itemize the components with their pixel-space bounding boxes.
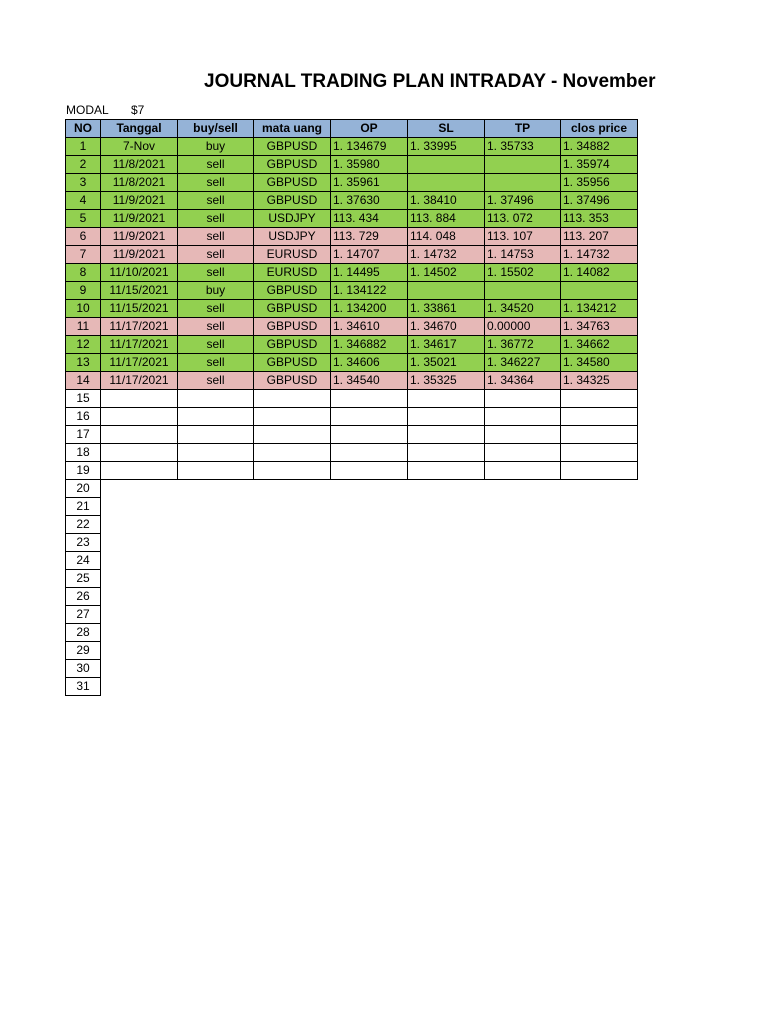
cell-no[interactable]: 12 <box>66 336 101 354</box>
cell-op[interactable]: 1. 14707 <box>331 246 408 264</box>
table-row <box>66 444 638 462</box>
cell-close-price[interactable]: 1. 35974 <box>561 156 638 174</box>
blank-cell[interactable] <box>178 534 254 552</box>
blank-cell[interactable] <box>561 624 638 642</box>
cell-buy-sell[interactable] <box>178 444 254 462</box>
cell-close-price[interactable]: 1. 134212 <box>561 300 638 318</box>
blank-cell[interactable] <box>561 606 638 624</box>
blank-cell[interactable] <box>101 516 178 534</box>
cell-buy-sell[interactable]: sell <box>178 336 254 354</box>
cell-no[interactable]: 6 <box>66 228 101 246</box>
cell-mata-uang[interactable]: USDJPY <box>254 228 331 246</box>
table-row <box>66 498 638 516</box>
cell-sl[interactable]: 1. 35325 <box>408 372 485 390</box>
blank-cell[interactable] <box>408 534 485 552</box>
blank-cell[interactable] <box>178 480 254 498</box>
cell-no[interactable]: 31 <box>66 678 101 696</box>
blank-cell[interactable] <box>485 642 561 660</box>
cell-buy-sell[interactable]: buy <box>178 138 254 156</box>
cell-sl[interactable]: 1. 34670 <box>408 318 485 336</box>
table-row <box>66 138 638 156</box>
cell-close-price[interactable] <box>561 408 638 426</box>
blank-cell[interactable] <box>178 588 254 606</box>
cell-op[interactable] <box>331 408 408 426</box>
blank-cell[interactable] <box>408 498 485 516</box>
column-header-close-price[interactable]: clos price <box>561 120 638 138</box>
blank-cell[interactable] <box>254 552 331 570</box>
cell-tp[interactable]: 1. 14753 <box>485 246 561 264</box>
blank-cell[interactable] <box>561 588 638 606</box>
blank-cell[interactable] <box>485 570 561 588</box>
cell-buy-sell[interactable] <box>178 408 254 426</box>
blank-cell[interactable] <box>561 480 638 498</box>
cell-buy-sell[interactable] <box>178 426 254 444</box>
cell-mata-uang[interactable] <box>254 408 331 426</box>
cell-mata-uang[interactable]: GBPUSD <box>254 174 331 192</box>
modal-label: MODAL <box>66 103 109 117</box>
blank-cell[interactable] <box>101 534 178 552</box>
cell-no[interactable]: 24 <box>66 552 101 570</box>
cell-sl[interactable] <box>408 444 485 462</box>
cell-tanggal[interactable] <box>101 408 178 426</box>
blank-cell[interactable] <box>408 678 485 696</box>
cell-sl[interactable]: 1. 34617 <box>408 336 485 354</box>
blank-cell[interactable] <box>485 660 561 678</box>
cell-sl[interactable] <box>408 408 485 426</box>
cell-tp[interactable] <box>485 426 561 444</box>
column-header-no[interactable]: NO <box>66 120 101 138</box>
cell-tp[interactable] <box>485 444 561 462</box>
cell-op[interactable] <box>331 390 408 408</box>
cell-close-price[interactable]: 1. 14732 <box>561 246 638 264</box>
cell-no[interactable]: 5 <box>66 210 101 228</box>
blank-cell[interactable] <box>331 660 408 678</box>
cell-sl[interactable]: 113. 884 <box>408 210 485 228</box>
table-row <box>66 228 638 246</box>
blank-cell[interactable] <box>561 570 638 588</box>
blank-cell[interactable] <box>254 480 331 498</box>
cell-close-price[interactable]: 1. 35956 <box>561 174 638 192</box>
cell-no[interactable]: 15 <box>66 390 101 408</box>
table-row <box>66 570 638 588</box>
cell-sl[interactable] <box>408 156 485 174</box>
blank-cell[interactable] <box>101 588 178 606</box>
blank-cell[interactable] <box>254 624 331 642</box>
cell-no[interactable]: 14 <box>66 372 101 390</box>
blank-cell[interactable] <box>561 498 638 516</box>
cell-no[interactable]: 23 <box>66 534 101 552</box>
blank-cell[interactable] <box>101 498 178 516</box>
cell-op[interactable]: 1. 35961 <box>331 174 408 192</box>
blank-cell[interactable] <box>408 480 485 498</box>
cell-mata-uang[interactable]: GBPUSD <box>254 372 331 390</box>
cell-tanggal[interactable] <box>101 462 178 480</box>
cell-sl[interactable]: 1. 35021 <box>408 354 485 372</box>
table-row <box>66 336 638 354</box>
blank-cell[interactable] <box>485 480 561 498</box>
cell-tp[interactable]: 113. 072 <box>485 210 561 228</box>
blank-cell[interactable] <box>331 624 408 642</box>
cell-close-price[interactable]: 113. 353 <box>561 210 638 228</box>
cell-mata-uang[interactable]: GBPUSD <box>254 138 331 156</box>
cell-mata-uang[interactable]: GBPUSD <box>254 282 331 300</box>
table-row <box>66 300 638 318</box>
blank-cell[interactable] <box>331 516 408 534</box>
blank-cell[interactable] <box>485 606 561 624</box>
cell-sl[interactable] <box>408 462 485 480</box>
cell-buy-sell[interactable]: sell <box>178 210 254 228</box>
cell-tanggal[interactable]: 11/8/2021 <box>101 156 178 174</box>
table-row <box>66 318 638 336</box>
blank-cell[interactable] <box>101 678 178 696</box>
blank-cell[interactable] <box>101 624 178 642</box>
blank-cell[interactable] <box>561 660 638 678</box>
cell-sl[interactable] <box>408 426 485 444</box>
blank-cell[interactable] <box>408 624 485 642</box>
cell-tp[interactable] <box>485 462 561 480</box>
cell-no[interactable]: 4 <box>66 192 101 210</box>
blank-cell[interactable] <box>101 606 178 624</box>
cell-tanggal[interactable] <box>101 390 178 408</box>
blank-cell[interactable] <box>561 534 638 552</box>
cell-op[interactable]: 113. 729 <box>331 228 408 246</box>
column-header-tp[interactable]: TP <box>485 120 561 138</box>
cell-tp[interactable] <box>485 408 561 426</box>
cell-no[interactable]: 1 <box>66 138 101 156</box>
blank-cell[interactable] <box>408 552 485 570</box>
cell-op[interactable]: 1. 35980 <box>331 156 408 174</box>
table-row <box>66 210 638 228</box>
blank-cell[interactable] <box>254 678 331 696</box>
blank-cell[interactable] <box>101 480 178 498</box>
table-row <box>66 660 638 678</box>
cell-sl[interactable]: 1. 14502 <box>408 264 485 282</box>
blank-cell[interactable] <box>485 516 561 534</box>
column-header-tanggal[interactable]: Tanggal <box>101 120 178 138</box>
cell-tanggal[interactable]: 11/17/2021 <box>101 372 178 390</box>
cell-op[interactable]: 1. 34540 <box>331 372 408 390</box>
cell-tanggal[interactable]: 11/15/2021 <box>101 300 178 318</box>
blank-cell[interactable] <box>331 606 408 624</box>
table-row <box>66 408 638 426</box>
cell-op[interactable]: 1. 14495 <box>331 264 408 282</box>
cell-buy-sell[interactable]: buy <box>178 282 254 300</box>
cell-sl[interactable]: 1. 14732 <box>408 246 485 264</box>
cell-close-price[interactable]: 1. 34325 <box>561 372 638 390</box>
cell-op[interactable]: 113. 434 <box>331 210 408 228</box>
cell-op[interactable] <box>331 426 408 444</box>
cell-buy-sell[interactable]: sell <box>178 156 254 174</box>
cell-mata-uang[interactable]: EURUSD <box>254 264 331 282</box>
trading-journal-table <box>65 119 638 696</box>
cell-buy-sell[interactable]: sell <box>178 246 254 264</box>
cell-no[interactable]: 10 <box>66 300 101 318</box>
cell-no[interactable]: 2 <box>66 156 101 174</box>
modal-value: $7 <box>131 103 145 117</box>
table-row <box>66 246 638 264</box>
blank-cell[interactable] <box>485 624 561 642</box>
cell-tp[interactable]: 1. 35733 <box>485 138 561 156</box>
blank-cell[interactable] <box>408 516 485 534</box>
cell-mata-uang[interactable] <box>254 462 331 480</box>
blank-cell[interactable] <box>178 660 254 678</box>
cell-sl[interactable]: 1. 33861 <box>408 300 485 318</box>
cell-tanggal[interactable]: 11/9/2021 <box>101 246 178 264</box>
blank-cell[interactable] <box>101 660 178 678</box>
cell-tanggal[interactable]: 11/9/2021 <box>101 192 178 210</box>
cell-no[interactable]: 20 <box>66 480 101 498</box>
cell-close-price[interactable]: 113. 207 <box>561 228 638 246</box>
cell-no[interactable]: 13 <box>66 354 101 372</box>
table-row <box>66 426 638 444</box>
table-row <box>66 606 638 624</box>
cell-tanggal[interactable]: 11/15/2021 <box>101 282 178 300</box>
cell-close-price[interactable]: 1. 37496 <box>561 192 638 210</box>
cell-mata-uang[interactable] <box>254 444 331 462</box>
blank-cell[interactable] <box>408 606 485 624</box>
blank-cell[interactable] <box>254 516 331 534</box>
cell-op[interactable]: 1. 34610 <box>331 318 408 336</box>
blank-cell[interactable] <box>485 498 561 516</box>
cell-mata-uang[interactable] <box>254 426 331 444</box>
cell-buy-sell[interactable]: sell <box>178 318 254 336</box>
cell-close-price[interactable]: 1. 34763 <box>561 318 638 336</box>
blank-cell[interactable] <box>254 588 331 606</box>
blank-cell[interactable] <box>178 498 254 516</box>
cell-tp[interactable]: 1. 34364 <box>485 372 561 390</box>
blank-cell[interactable] <box>561 552 638 570</box>
blank-cell[interactable] <box>254 606 331 624</box>
cell-no[interactable]: 18 <box>66 444 101 462</box>
cell-tp[interactable] <box>485 390 561 408</box>
cell-buy-sell[interactable]: sell <box>178 300 254 318</box>
sheet-title: JOURNAL TRADING PLAN INTRADAY - November <box>204 71 656 92</box>
table-row <box>66 480 638 498</box>
cell-close-price[interactable] <box>561 426 638 444</box>
cell-no[interactable]: 9 <box>66 282 101 300</box>
blank-cell[interactable] <box>408 570 485 588</box>
cell-tp[interactable]: 1. 15502 <box>485 264 561 282</box>
cell-tanggal[interactable]: 11/17/2021 <box>101 336 178 354</box>
cell-no[interactable]: 22 <box>66 516 101 534</box>
blank-cell[interactable] <box>561 516 638 534</box>
blank-cell[interactable] <box>408 660 485 678</box>
cell-close-price[interactable]: 1. 34580 <box>561 354 638 372</box>
cell-mata-uang[interactable]: GBPUSD <box>254 156 331 174</box>
cell-sl[interactable] <box>408 174 485 192</box>
cell-buy-sell[interactable] <box>178 390 254 408</box>
blank-cell[interactable] <box>331 588 408 606</box>
cell-op[interactable]: 1. 134122 <box>331 282 408 300</box>
cell-close-price[interactable]: 1. 14082 <box>561 264 638 282</box>
cell-op[interactable]: 1. 37630 <box>331 192 408 210</box>
blank-cell[interactable] <box>101 552 178 570</box>
cell-close-price[interactable] <box>561 444 638 462</box>
blank-cell[interactable] <box>485 552 561 570</box>
blank-cell[interactable] <box>331 678 408 696</box>
cell-no[interactable]: 16 <box>66 408 101 426</box>
cell-no[interactable]: 3 <box>66 174 101 192</box>
cell-no[interactable]: 30 <box>66 660 101 678</box>
blank-cell[interactable] <box>408 642 485 660</box>
cell-no[interactable]: 25 <box>66 570 101 588</box>
blank-cell[interactable] <box>178 552 254 570</box>
cell-no[interactable]: 11 <box>66 318 101 336</box>
table-row <box>66 516 638 534</box>
blank-cell[interactable] <box>331 552 408 570</box>
blank-cell[interactable] <box>485 588 561 606</box>
table-row <box>66 462 638 480</box>
table-row <box>66 534 638 552</box>
blank-cell[interactable] <box>331 480 408 498</box>
cell-mata-uang[interactable] <box>254 390 331 408</box>
blank-cell[interactable] <box>408 588 485 606</box>
cell-sl[interactable] <box>408 282 485 300</box>
table-row <box>66 372 638 390</box>
table-row <box>66 552 638 570</box>
blank-cell[interactable] <box>331 642 408 660</box>
table-row <box>66 192 638 210</box>
cell-no[interactable]: 8 <box>66 264 101 282</box>
cell-sl[interactable] <box>408 390 485 408</box>
cell-close-price[interactable]: 1. 34882 <box>561 138 638 156</box>
table-row <box>66 174 638 192</box>
blank-cell[interactable] <box>178 516 254 534</box>
cell-no[interactable]: 26 <box>66 588 101 606</box>
blank-cell[interactable] <box>561 678 638 696</box>
cell-tanggal[interactable]: 11/9/2021 <box>101 210 178 228</box>
cell-sl[interactable]: 114. 048 <box>408 228 485 246</box>
cell-tanggal[interactable] <box>101 444 178 462</box>
cell-buy-sell[interactable]: sell <box>178 354 254 372</box>
table-row <box>66 390 638 408</box>
blank-cell[interactable] <box>254 642 331 660</box>
cell-mata-uang[interactable]: GBPUSD <box>254 354 331 372</box>
cell-no[interactable]: 29 <box>66 642 101 660</box>
cell-tanggal[interactable]: 11/17/2021 <box>101 318 178 336</box>
cell-mata-uang[interactable]: GBPUSD <box>254 192 331 210</box>
blank-cell[interactable] <box>178 678 254 696</box>
cell-tanggal[interactable]: 11/9/2021 <box>101 228 178 246</box>
cell-buy-sell[interactable] <box>178 462 254 480</box>
cell-tanggal[interactable]: 11/8/2021 <box>101 174 178 192</box>
cell-sl[interactable]: 1. 38410 <box>408 192 485 210</box>
table-row <box>66 642 638 660</box>
cell-buy-sell[interactable]: sell <box>178 228 254 246</box>
cell-tp[interactable]: 1. 346227 <box>485 354 561 372</box>
cell-op[interactable]: 1. 134679 <box>331 138 408 156</box>
cell-close-price[interactable] <box>561 390 638 408</box>
cell-sl[interactable]: 1. 33995 <box>408 138 485 156</box>
blank-cell[interactable] <box>178 642 254 660</box>
cell-buy-sell[interactable]: sell <box>178 192 254 210</box>
cell-mata-uang[interactable]: USDJPY <box>254 210 331 228</box>
cell-op[interactable]: 1. 134200 <box>331 300 408 318</box>
cell-tp[interactable]: 1. 36772 <box>485 336 561 354</box>
cell-tanggal[interactable]: 7-Nov <box>101 138 178 156</box>
cell-no[interactable]: 7 <box>66 246 101 264</box>
cell-no[interactable]: 17 <box>66 426 101 444</box>
cell-close-price[interactable] <box>561 462 638 480</box>
cell-tp[interactable] <box>485 282 561 300</box>
cell-no[interactable]: 21 <box>66 498 101 516</box>
cell-no[interactable]: 27 <box>66 606 101 624</box>
column-header-sl[interactable]: SL <box>408 120 485 138</box>
table-row <box>66 624 638 642</box>
cell-buy-sell[interactable]: sell <box>178 264 254 282</box>
blank-cell[interactable] <box>178 624 254 642</box>
blank-cell[interactable] <box>254 534 331 552</box>
blank-cell[interactable] <box>331 570 408 588</box>
blank-cell[interactable] <box>331 498 408 516</box>
cell-tp[interactable]: 1. 37496 <box>485 192 561 210</box>
table-row <box>66 264 638 282</box>
cell-mata-uang[interactable]: EURUSD <box>254 246 331 264</box>
cell-no[interactable]: 19 <box>66 462 101 480</box>
column-header-mata-uang[interactable]: mata uang <box>254 120 331 138</box>
blank-cell[interactable] <box>254 498 331 516</box>
table-row <box>66 588 638 606</box>
cell-mata-uang[interactable]: GBPUSD <box>254 300 331 318</box>
blank-cell[interactable] <box>485 534 561 552</box>
cell-buy-sell[interactable]: sell <box>178 372 254 390</box>
table-row <box>66 354 638 372</box>
cell-close-price[interactable]: 1. 34662 <box>561 336 638 354</box>
cell-buy-sell[interactable]: sell <box>178 174 254 192</box>
cell-tp[interactable] <box>485 174 561 192</box>
cell-tp[interactable] <box>485 156 561 174</box>
cell-tp[interactable]: 113. 107 <box>485 228 561 246</box>
blank-cell[interactable] <box>254 660 331 678</box>
cell-mata-uang[interactable]: GBPUSD <box>254 336 331 354</box>
blank-cell[interactable] <box>331 534 408 552</box>
cell-tanggal[interactable] <box>101 426 178 444</box>
cell-op[interactable] <box>331 462 408 480</box>
blank-cell[interactable] <box>101 642 178 660</box>
blank-cell[interactable] <box>561 642 638 660</box>
table-row <box>66 678 638 696</box>
header-row <box>66 120 638 138</box>
cell-tp[interactable]: 0.00000 <box>485 318 561 336</box>
cell-op[interactable] <box>331 444 408 462</box>
cell-tanggal[interactable]: 11/10/2021 <box>101 264 178 282</box>
cell-tp[interactable]: 1. 34520 <box>485 300 561 318</box>
cell-no[interactable]: 28 <box>66 624 101 642</box>
cell-op[interactable]: 1. 34606 <box>331 354 408 372</box>
cell-op[interactable]: 1. 346882 <box>331 336 408 354</box>
column-header-buy-sell[interactable]: buy/sell <box>178 120 254 138</box>
blank-cell[interactable] <box>101 570 178 588</box>
blank-cell[interactable] <box>178 606 254 624</box>
blank-cell[interactable] <box>254 570 331 588</box>
table-row <box>66 282 638 300</box>
column-header-op[interactable]: OP <box>331 120 408 138</box>
cell-close-price[interactable] <box>561 282 638 300</box>
table-row <box>66 156 638 174</box>
cell-mata-uang[interactable]: GBPUSD <box>254 318 331 336</box>
blank-cell[interactable] <box>178 570 254 588</box>
cell-tanggal[interactable]: 11/17/2021 <box>101 354 178 372</box>
blank-cell[interactable] <box>485 678 561 696</box>
